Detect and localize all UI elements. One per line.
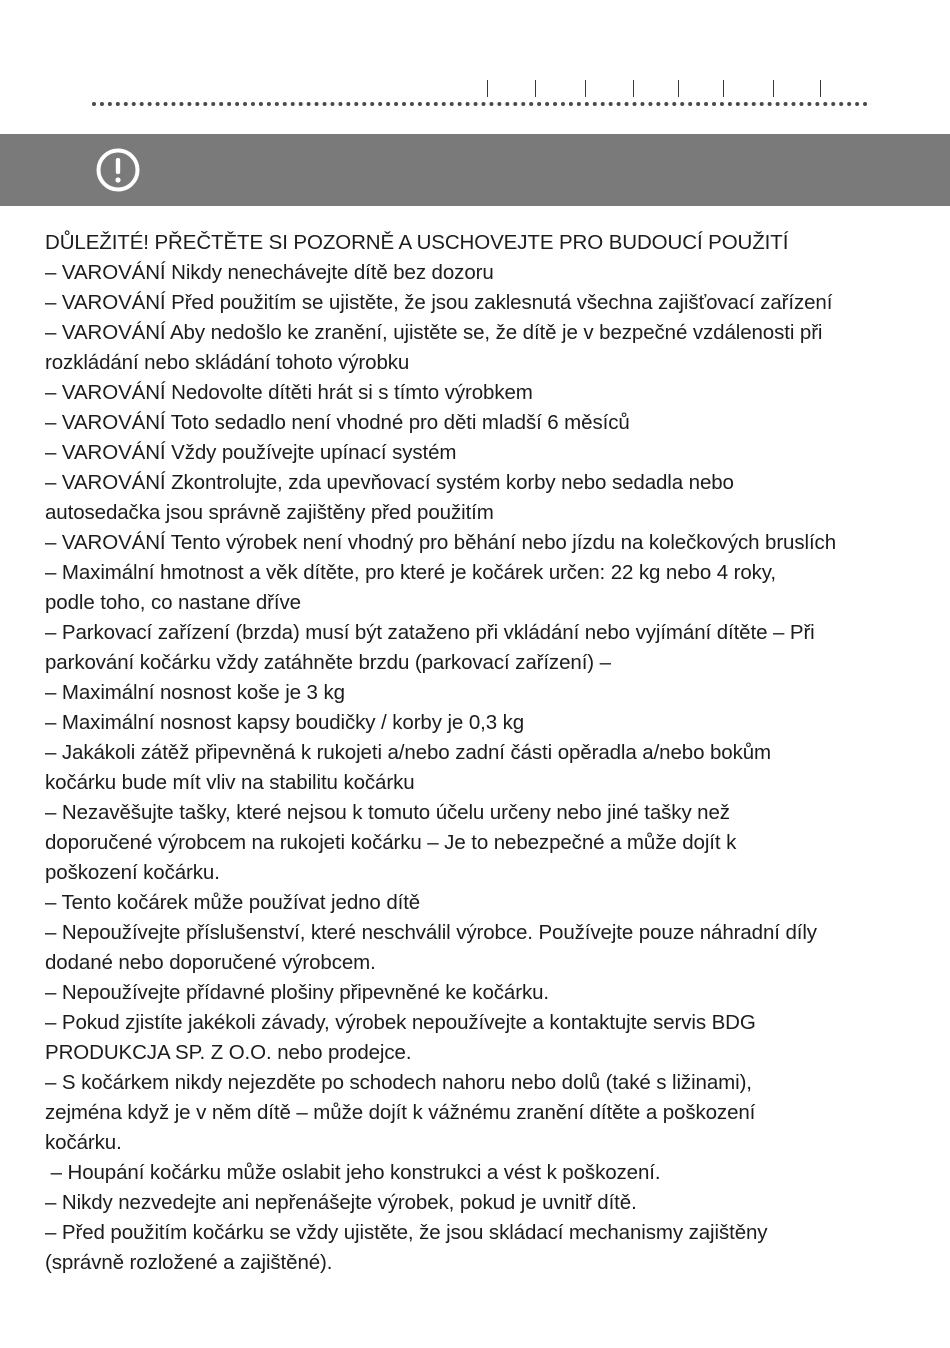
instruction-line: poškození kočárku. (45, 861, 220, 884)
instruction-line: PRODUKCJA SP. Z O.O. nebo prodejce. (45, 1041, 412, 1064)
tab-marker (633, 80, 634, 97)
instruction-line: – Houpání kočárku může oslabit jeho konstrukci a vést k poškození. (45, 1161, 661, 1184)
instruction-line: doporučené výrobcem na rukojeti kočárku – Je to nebezpečné a může dojít k (45, 831, 737, 854)
instruction-line: – Nepoužívejte příslušenství, které neschválil výrobce. Používejte pouze náhradní díly (45, 921, 817, 944)
tab-marker (773, 80, 774, 97)
instruction-line: – VAROVÁNÍ Před použitím se ujistěte, že jsou zaklesnutá všechna zajišťovací zařízení (45, 291, 833, 314)
instruction-line: – VAROVÁNÍ Nikdy nenechávejte dítě bez dozoru (45, 261, 494, 284)
instruction-line: – Pokud zjistíte jakékoli závady, výrobek nepoužívejte a kontaktujte servis BDG (45, 1011, 756, 1034)
instruction-line: kočárku bude mít vliv na stabilitu kočárku (45, 771, 415, 794)
instruction-line: – Parkovací zařízení (brzda) musí být zataženo při vkládání nebo vyjímání dítěte – Při (45, 621, 815, 644)
exclamation-circle-icon (96, 148, 140, 192)
instruction-line: – VAROVÁNÍ Nedovolte dítěti hrát si s tímto výrobkem (45, 381, 533, 404)
instruction-line: – Jakákoli zátěž připevněná k rukojeti a/nebo zadní části opěradla a/nebo bokům (45, 741, 772, 764)
instruction-line: – Nepoužívejte přídavné plošiny připevněné ke kočárku. (45, 981, 549, 1004)
instruction-line: autosedačka jsou správně zajištěny před použitím (45, 501, 494, 524)
instruction-line: – Nezavěšujte tašky, které nejsou k tomuto účelu určeny nebo jiné tašky než (45, 801, 730, 824)
tab-marker (487, 80, 488, 97)
instruction-line: – VAROVÁNÍ Zkontrolujte, zda upevňovací systém korby nebo sedadla nebo (45, 471, 734, 494)
tab-marker (535, 80, 536, 97)
instruction-line: – Před použitím kočárku se vždy ujistěte, že jsou skládací mechanismy zajištěny (45, 1221, 768, 1244)
warning-banner (0, 134, 950, 206)
heading-line: DŮLEŽITÉ! PŘEČTĚTE SI POZORNĚ A USCHOVEJTE PRO BUDOUCÍ POUŽITÍ (45, 231, 789, 254)
dotted-divider (92, 102, 868, 106)
instruction-line: – VAROVÁNÍ Aby nedošlo ke zranění, ujistěte se, že dítě je v bezpečné vzdálenosti při (45, 321, 823, 344)
instruction-line: podle toho, co nastane dříve (45, 591, 301, 614)
instruction-line: – Maximální nosnost koše je 3 kg (45, 681, 345, 704)
tab-marker (678, 80, 679, 97)
instruction-line: (správně rozložené a zajištěné). (45, 1251, 333, 1274)
tab-marker (723, 80, 724, 97)
instruction-line: – VAROVÁNÍ Vždy používejte upínací systém (45, 441, 457, 464)
instruction-line: kočárku. (45, 1131, 122, 1154)
instruction-line: dodané nebo doporučené výrobcem. (45, 951, 376, 974)
instruction-line: rozkládání nebo skládání tohoto výrobku (45, 351, 410, 374)
instruction-line: – S kočárkem nikdy nejezděte po schodech nahoru nebo dolů (také s ližinami), (45, 1071, 752, 1094)
instruction-line: – Nikdy nezvedejte ani nepřenášejte výrobek, pokud je uvnitř dítě. (45, 1191, 637, 1214)
instruction-line: – Tento kočárek může používat jedno dítě (45, 891, 421, 914)
instruction-line: – VAROVÁNÍ Tento výrobek není vhodný pro běhání nebo jízdu na kolečkových bruslích (45, 531, 837, 554)
instruction-line: parkování kočárku vždy zatáhněte brzdu (parkovací zařízení) – (45, 651, 611, 674)
tab-marker (585, 80, 586, 97)
page-tab-markers (0, 80, 950, 98)
safety-instructions (45, 228, 915, 1278)
instruction-line: zejména když je v něm dítě – může dojít k vážnému zranění dítěte a poškození (45, 1101, 756, 1124)
tab-marker (820, 80, 821, 97)
instruction-line: – Maximální hmotnost a věk dítěte, pro které je kočárek určen: 22 kg nebo 4 roky, (45, 561, 777, 584)
instruction-line: – Maximální nosnost kapsy boudičky / korby je 0,3 kg (45, 711, 525, 734)
instruction-line: – VAROVÁNÍ Toto sedadlo není vhodné pro děti mladší 6 měsíců (45, 411, 630, 434)
